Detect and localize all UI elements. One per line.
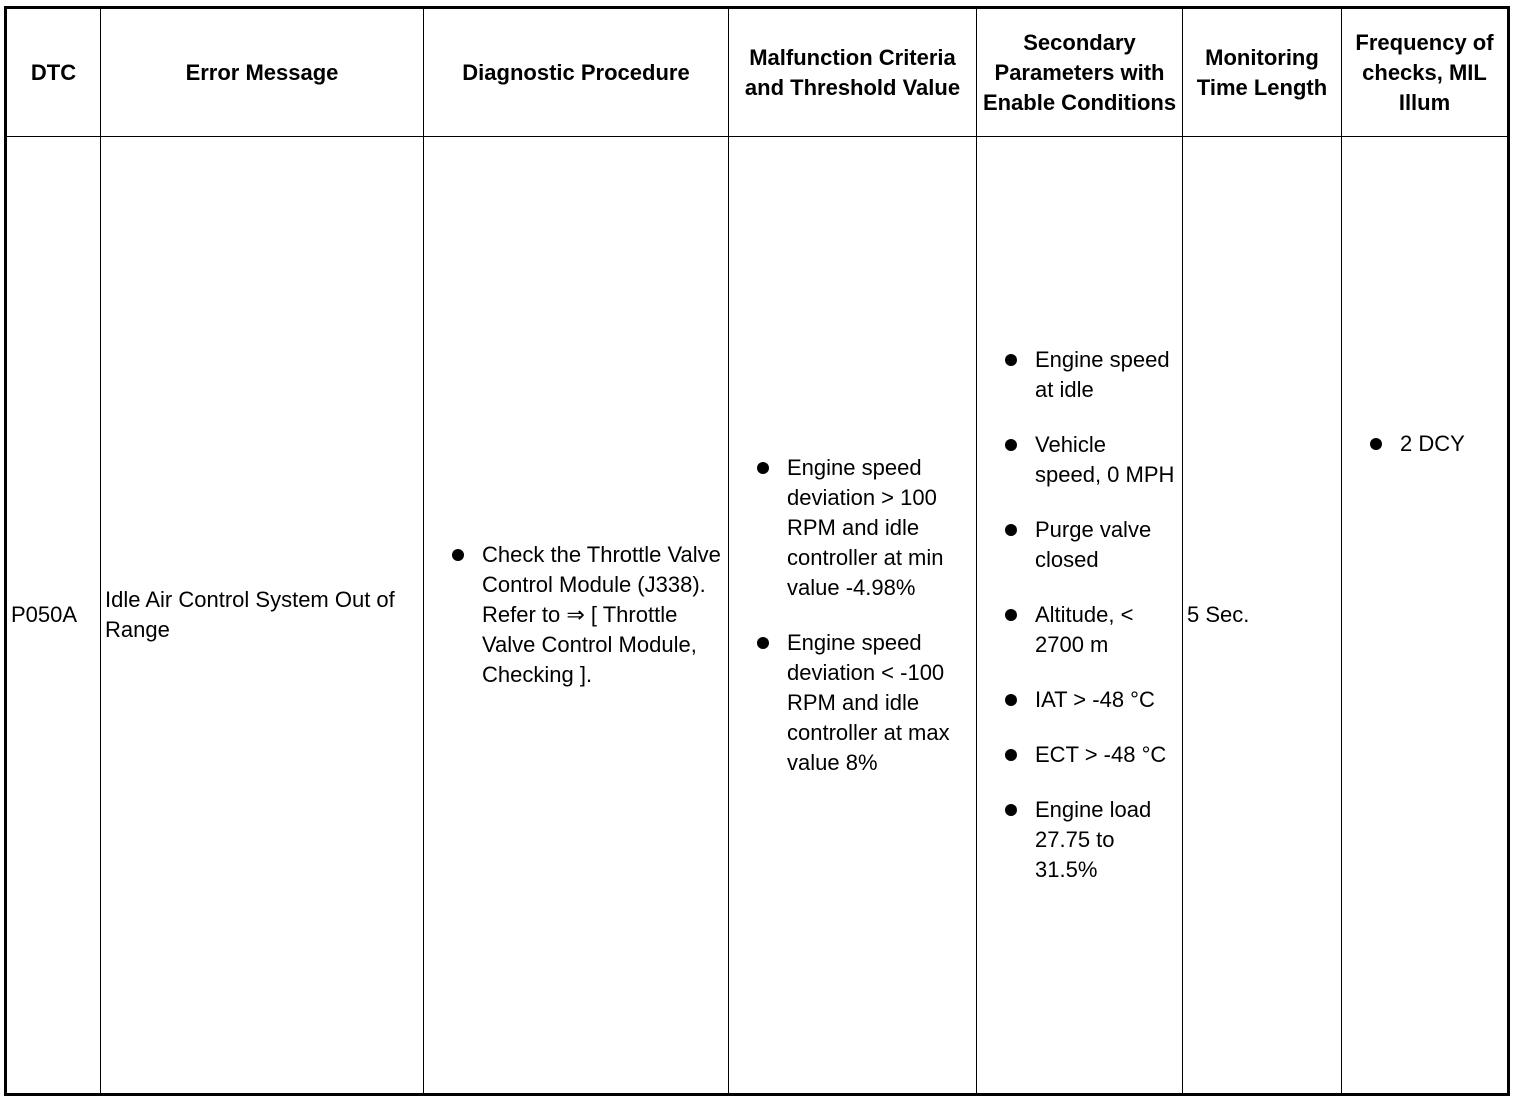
header-frequency: Frequency of checks, MIL Illum — [1342, 8, 1509, 137]
frequency-item: 2 DCY — [1346, 429, 1503, 459]
header-monitoring-time: Monitoring Time Length — [1183, 8, 1342, 137]
diagnostic-procedure-list — [428, 540, 724, 690]
header-dtc: DTC — [6, 8, 101, 137]
secondary-parameter-item: Altitude, < 2700 m — [981, 600, 1178, 660]
header-error-message: Error Message — [101, 8, 424, 137]
monitoring-time: 5 Sec. — [1183, 137, 1342, 1095]
secondary-parameter-item: IAT > -48 °C — [981, 685, 1178, 715]
frequency-list — [1346, 429, 1503, 459]
diagnostic-procedure-cell — [424, 137, 729, 1095]
malfunction-criteria-item: Engine speed deviation > 100 RPM and idle controller at min value -4.98% — [733, 453, 972, 603]
header-diagnostic-procedure: Diagnostic Procedure — [424, 8, 729, 137]
error-message: Idle Air Control System Out of Range — [101, 137, 424, 1095]
secondary-parameter-item: Vehicle speed, 0 MPH — [981, 430, 1178, 490]
secondary-parameter-item: ECT > -48 °C — [981, 740, 1178, 770]
secondary-parameters-cell — [977, 137, 1183, 1095]
secondary-parameter-item: Engine load 27.75 to 31.5% — [981, 795, 1178, 885]
header-malfunction-criteria: Malfunction Criteria and Threshold Value — [729, 8, 977, 137]
malfunction-criteria-cell — [729, 137, 977, 1095]
dtc-table — [4, 6, 1510, 1096]
malfunction-criteria-item: Engine speed deviation < -100 RPM and idle controller at max value 8% — [733, 628, 972, 778]
malfunction-criteria-list — [733, 453, 972, 778]
table-row — [6, 137, 1509, 1095]
frequency-cell — [1342, 137, 1509, 1095]
secondary-parameter-item: Purge valve closed — [981, 515, 1178, 575]
secondary-parameters-list — [981, 345, 1178, 885]
header-secondary-parameters: Secondary Parameters with Enable Conditions — [977, 8, 1183, 137]
diagnostic-procedure-item: Check the Throttle Valve Control Module (J338). Refer to ⇒ [ Throttle Valve Control Module, Checking ]. — [428, 540, 724, 690]
header-row — [6, 8, 1509, 137]
dtc-code: P050A — [6, 137, 101, 1095]
secondary-parameter-item: Engine speed at idle — [981, 345, 1178, 405]
